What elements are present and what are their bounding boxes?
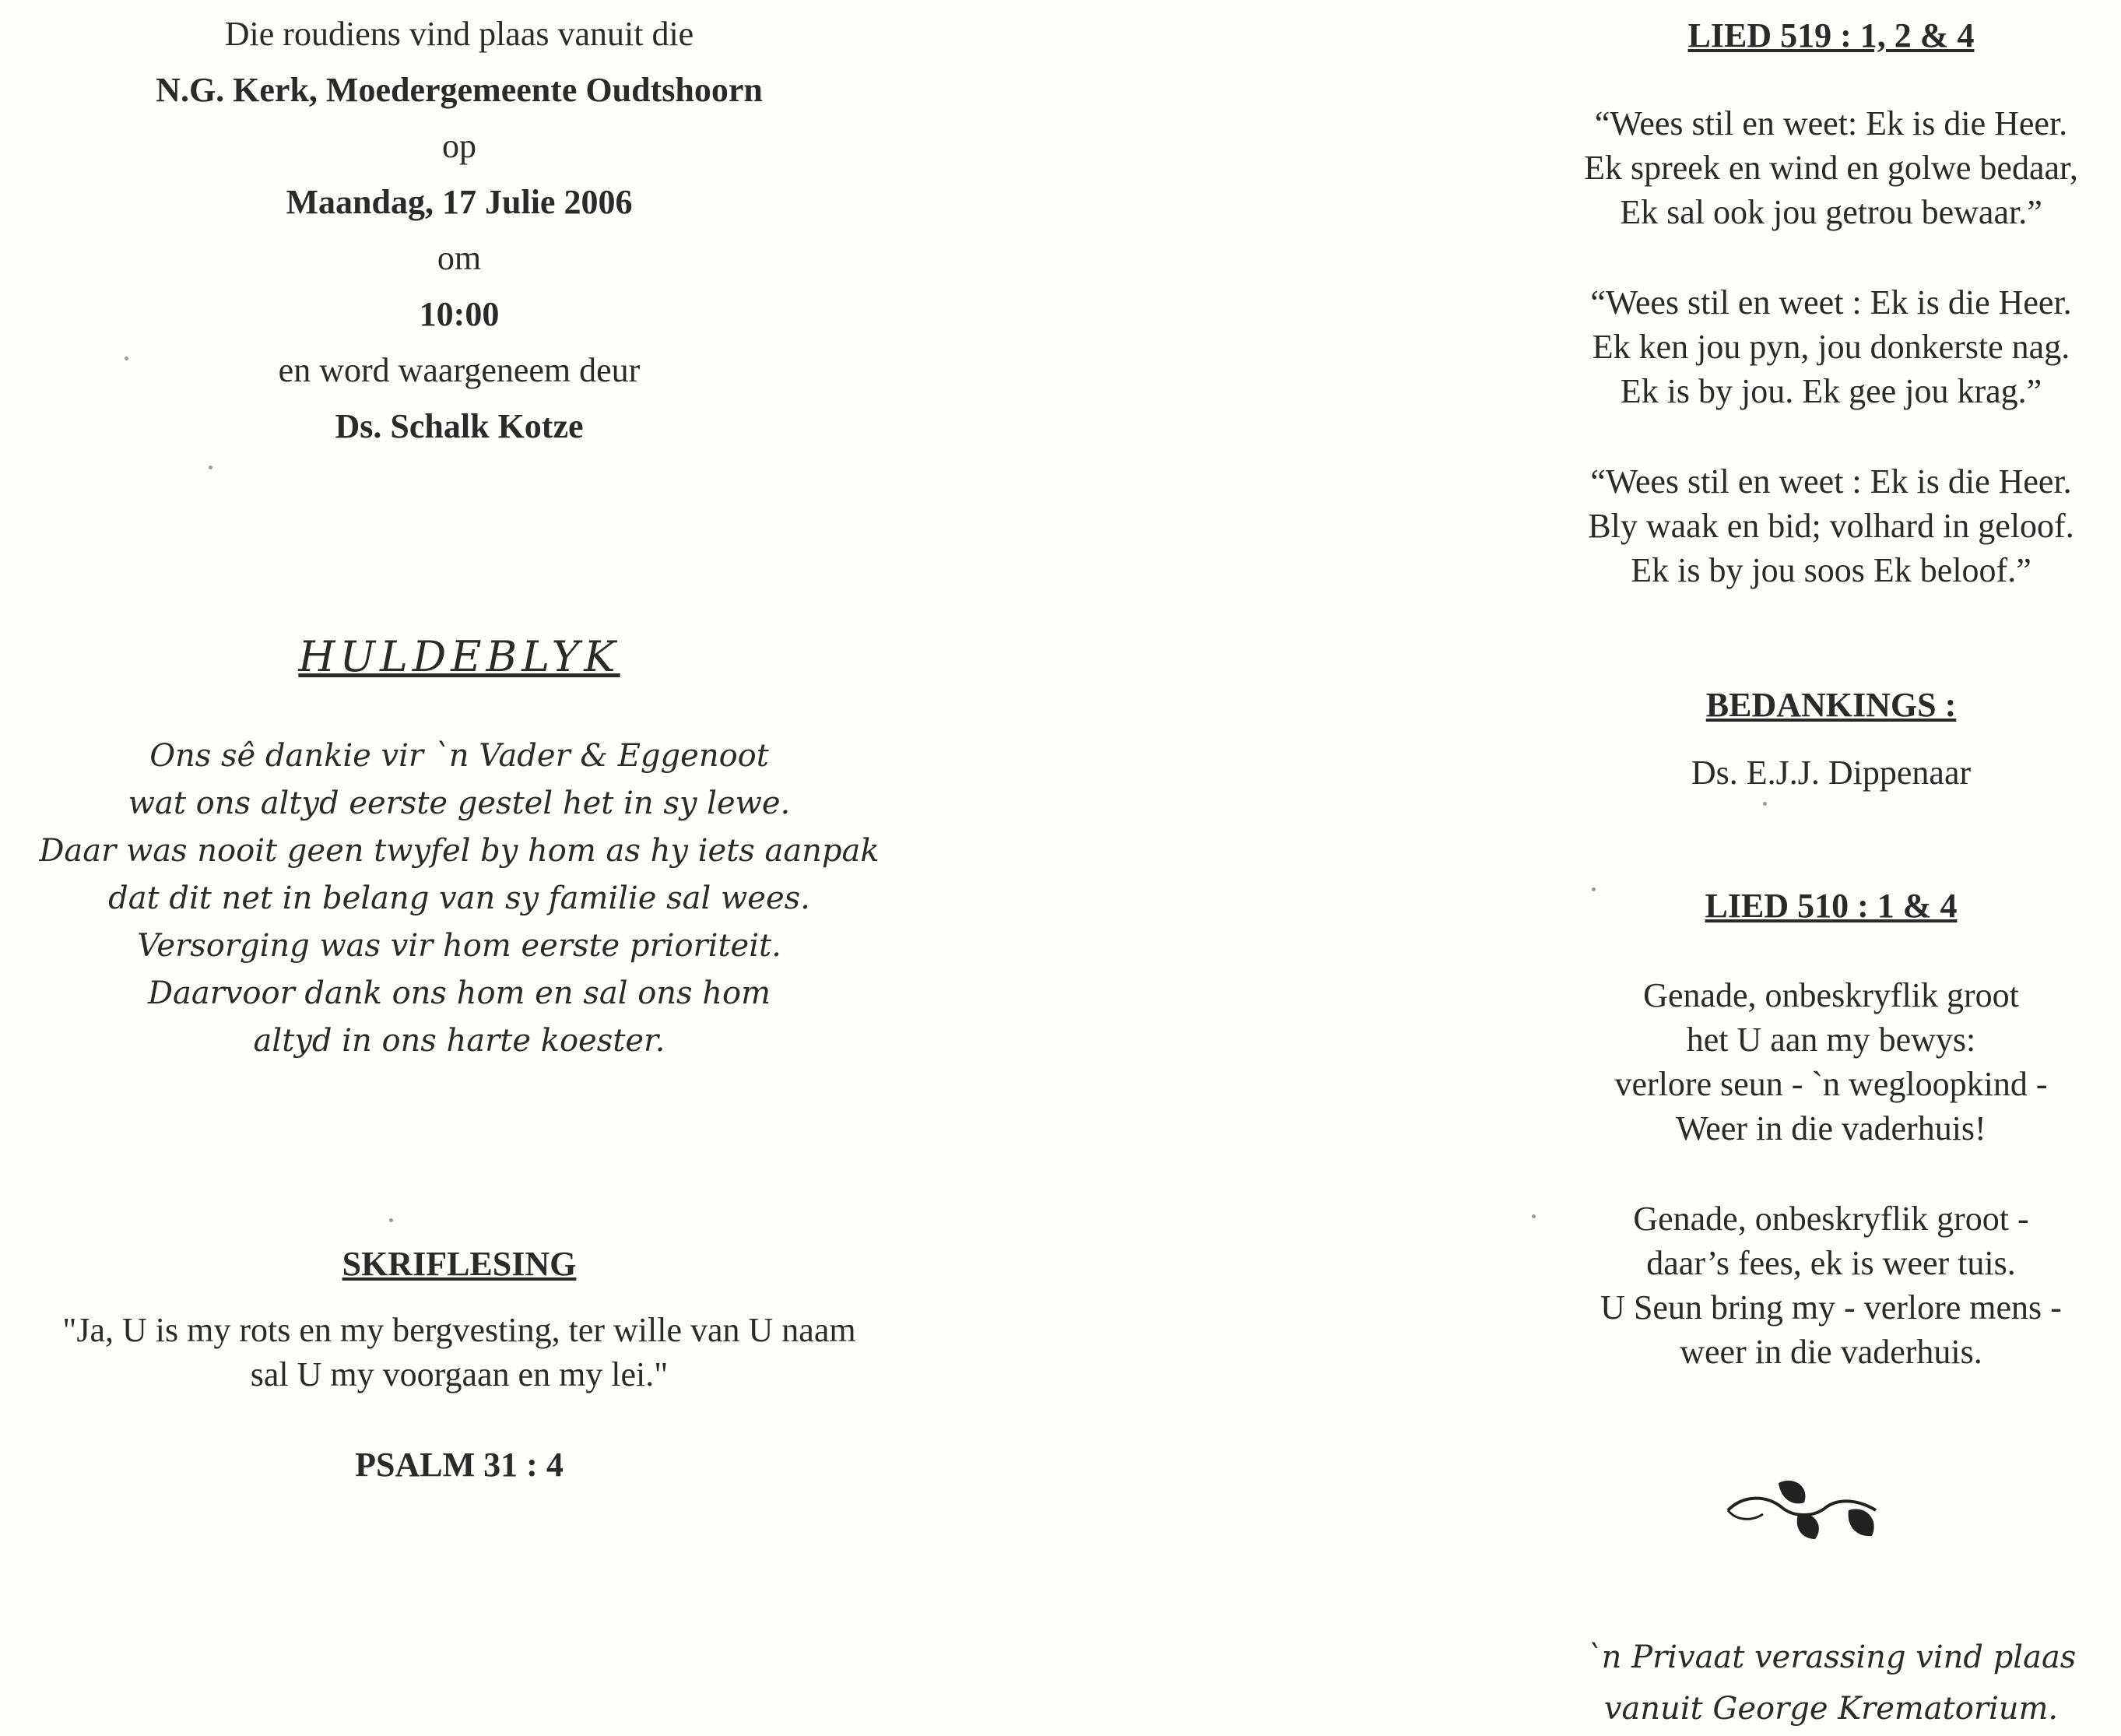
- hymn1-verse-line: “Wees stil en weet : Ek is die Heer.: [1590, 462, 2072, 501]
- hymn1-verse-line: Ek ken jou pyn, jou donkerste nag.: [1592, 328, 2070, 366]
- hymn1-verse-line: Ek spreek en wind en golwe bedaar,: [1584, 149, 2078, 187]
- hymn2-verse-line: U Seun bring my - verlore mens -: [1600, 1288, 2062, 1327]
- hymn1-verse-line: Ek sal ook jou getrou bewaar.”: [1620, 193, 2042, 231]
- tribute-title: HULDEBLYK: [298, 632, 620, 681]
- tribute-line: dat dit net in belang van sy familie sal wees.: [108, 880, 810, 916]
- tribute-line: Versorging was vir hom eerste prioriteit.: [137, 928, 781, 964]
- hymn1-title: LIED 519 : 1, 2 & 4: [1687, 16, 1975, 54]
- hymn2-verse-line: Genade, onbeskryflik groot: [1643, 976, 2019, 1014]
- vine-leaf-ornament-icon: [1720, 1467, 1891, 1545]
- hymn2-verse-line: het U aan my bewys:: [1686, 1021, 1976, 1059]
- tribute-line: Daar was nooit geen twyfel by hom as hy iets aanpak: [39, 833, 880, 869]
- hymn2-verse-line: Genade, onbeskryflik groot -: [1633, 1200, 2029, 1238]
- hymn2-verse-line: daar’s fees, ek is weer tuis.: [1646, 1244, 2016, 1282]
- service-venue: N.G. Kerk, Moedergemeente Oudtshoorn: [156, 71, 763, 109]
- closing-line: `n Privaat verassing vind plaas: [1585, 1639, 2077, 1675]
- hymn2-verse-line: weer in die vaderhuis.: [1680, 1333, 1982, 1371]
- service-time: 10:00: [419, 295, 500, 333]
- reading-line: "Ja, U is my rots en my bergvesting, ter wille van U naam: [62, 1311, 856, 1349]
- reading-reference: PSALM 31 : 4: [355, 1446, 564, 1484]
- service-date: Maandag, 17 Julie 2006: [286, 183, 633, 221]
- paper-speck: [125, 357, 128, 360]
- tribute-line: Daarvoor dank ons hom en sal ons hom: [147, 975, 771, 1011]
- closing-line: vanuit George Krematorium.: [1603, 1691, 2059, 1727]
- tribute-line: altyd in ons harte koester.: [253, 1023, 665, 1059]
- hymn1-verse-line: Ek is by jou soos Ek beloof.”: [1631, 551, 2031, 589]
- service-intro: Die roudiens vind plaas vanuit die: [224, 15, 694, 53]
- paper-speck: [389, 1218, 393, 1222]
- service-om: om: [437, 239, 482, 277]
- hymn2-verse-line: verlore seun - `n wegloopkind -: [1614, 1065, 2048, 1103]
- hymn1-verse-line: “Wees stil en weet: Ek is die Heer.: [1594, 104, 2068, 142]
- service-op: op: [442, 127, 476, 165]
- hymn2-title: LIED 510 : 1 & 4: [1705, 887, 1958, 925]
- paper-speck: [1592, 887, 1596, 891]
- tribute-line: wat ons altyd eerste gestel het in sy lewe.: [128, 785, 791, 821]
- hymn2-verse-line: Weer in die vaderhuis!: [1676, 1109, 1986, 1147]
- hymn1-verse-line: Bly waak en bid; volhard in geloof.: [1588, 507, 2074, 545]
- thanks-name: Ds. E.J.J. Dippenaar: [1691, 754, 1972, 792]
- paper-speck: [1532, 1214, 1536, 1218]
- thanks-title: BEDANKINGS :: [1705, 686, 1957, 724]
- service-officiated: en word waargeneem deur: [278, 351, 641, 389]
- paper-speck: [209, 466, 212, 469]
- hymn1-verse-line: Ek is by jou. Ek gee jou krag.”: [1620, 372, 2042, 410]
- service-minister: Ds. Schalk Kotze: [335, 407, 584, 445]
- reading-title: SKRIFLESING: [342, 1245, 577, 1283]
- tribute-line: Ons sê dankie vir `n Vader & Eggenoot: [149, 738, 769, 774]
- hymn1-verse-line: “Wees stil en weet : Ek is die Heer.: [1590, 283, 2072, 322]
- paper-speck: [1763, 802, 1767, 806]
- tribute-text: [0, 738, 918, 1070]
- reading-line: sal U my voorgaan en my lei.": [250, 1355, 669, 1393]
